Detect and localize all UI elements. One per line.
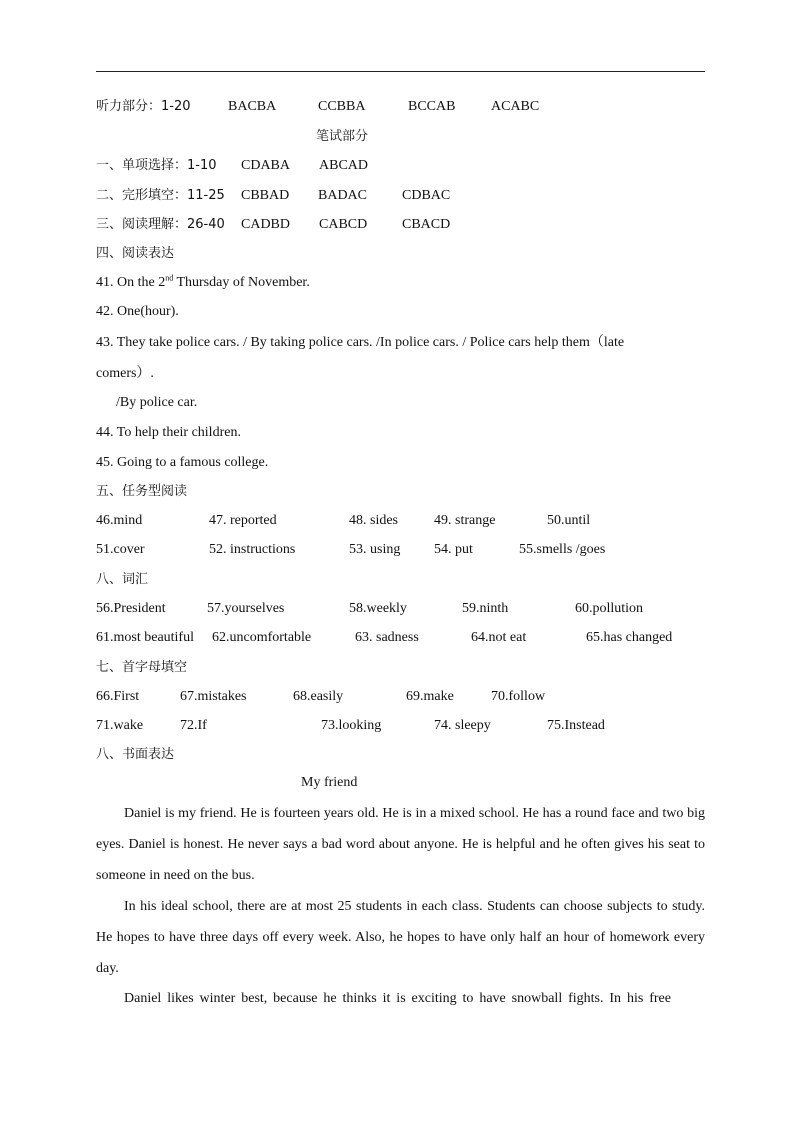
answer-item: 67.mistakes [180, 689, 247, 704]
sec8-label: 八、书面表达 [96, 747, 175, 762]
answer-item: 68.easily [293, 689, 344, 704]
sec3-label: 三、阅读理解：26-40 [96, 217, 225, 232]
listening-answer-group: BACBA [228, 99, 277, 114]
answer-item: 69.make [406, 689, 454, 704]
answer-item: 60.pollution [575, 601, 644, 616]
answer-item: 64.not eat [471, 630, 527, 645]
answer-45: 45. Going to a famous college. [96, 455, 269, 470]
answer-item: 70.follow [491, 689, 546, 704]
answer-item: 74. sleepy [434, 718, 491, 733]
answer-item: 58.weekly [349, 601, 407, 616]
written-heading: 笔试部分 [316, 129, 369, 144]
answer-item: 66.First [96, 689, 140, 704]
listening-label: 听力部分：1-20 [96, 99, 191, 114]
answer-42: 42. One(hour). [96, 304, 179, 319]
listening-answer-group: CCBBA [318, 99, 366, 114]
essay-title: My friend [301, 775, 358, 790]
sec1-answer-group: ABCAD [319, 158, 369, 173]
answer-43-line2: comers）. [96, 366, 154, 381]
essay-body [96, 798, 705, 984]
answer-41: 41. On the 2nd Thursday of November. [96, 273, 310, 290]
answer-44: 44. To help their children. [96, 425, 241, 440]
listening-answer-group: BCCAB [408, 99, 456, 114]
answer-item: 56.President [96, 601, 166, 616]
listening-answer-group: ACABC [491, 99, 540, 114]
answer-item: 48. sides [349, 513, 398, 528]
answer-item: 73.looking [321, 718, 382, 733]
sec1-answer-group: CDABA [241, 158, 291, 173]
answer-item: 53. using [349, 542, 401, 557]
sec7-label: 七、首字母填空 [96, 660, 188, 675]
answer-item: 57.yourselves [207, 601, 285, 616]
sec3-answer-group: CBACD [402, 217, 451, 232]
sec2-answer-group: CDBAC [402, 188, 451, 203]
sec2-label: 二、完形填空：11-25 [96, 188, 225, 203]
sec6-label: 八、词汇 [96, 572, 149, 587]
sec4-label: 四、阅读表达 [96, 246, 175, 261]
sec2-answer-group: CBBAD [241, 188, 290, 203]
answer-item: 52. instructions [209, 542, 296, 557]
header-rule [96, 71, 705, 72]
answer-item: 55.smells /goes [519, 542, 606, 557]
sec3-answer-group: CADBD [241, 217, 291, 232]
answer-item: 65.has changed [586, 630, 673, 645]
sec5-label: 五、任务型阅读 [96, 484, 188, 499]
answer-item: 59.ninth [462, 601, 509, 616]
answer-item: 71.wake [96, 718, 144, 733]
essay-paragraph: In his ideal school, there are at most 25 students in each class. Students can choose subjects to study. He hopes to have three days off every week. Also, he hopes to have only half an hour of homework every day. [96, 899, 705, 976]
answer-item: 62.uncomfortable [212, 630, 312, 645]
sec2-answer-group: BADAC [318, 188, 368, 203]
sec3-answer-group: CABCD [319, 217, 368, 232]
essay-paragraph-partial: Daniel likes winter best, because he thinks it is exciting to have snowball fights. In his free [124, 991, 671, 1006]
answer-item: 49. strange [434, 513, 496, 528]
answer-item: 61.most beautiful [96, 630, 194, 645]
answer-item: 63. sadness [355, 630, 419, 645]
answer-item: 46.mind [96, 513, 143, 528]
essay-paragraph: Daniel is my friend. He is fourteen years old. He is in a mixed school. He has a round face and two big eyes. Daniel is honest. He never says a bad word about anyone. He is helpful and he often gives his seat to someone in need on the bus. [96, 806, 705, 883]
sec1-label: 一、单项选择：1-10 [96, 158, 217, 173]
answer-item: 50.until [547, 513, 591, 528]
answer-item: 75.Instead [547, 718, 605, 733]
answer-item: 54. put [434, 542, 473, 557]
answer-item: 47. reported [209, 513, 277, 528]
answer-43-line1: 43. They take police cars. / By taking police cars. /In police cars. / Police cars help them（late [96, 335, 625, 350]
answer-item: 72.If [180, 718, 207, 733]
answer-item: 51.cover [96, 542, 145, 557]
answer-43-line3: /By police car. [116, 395, 198, 410]
